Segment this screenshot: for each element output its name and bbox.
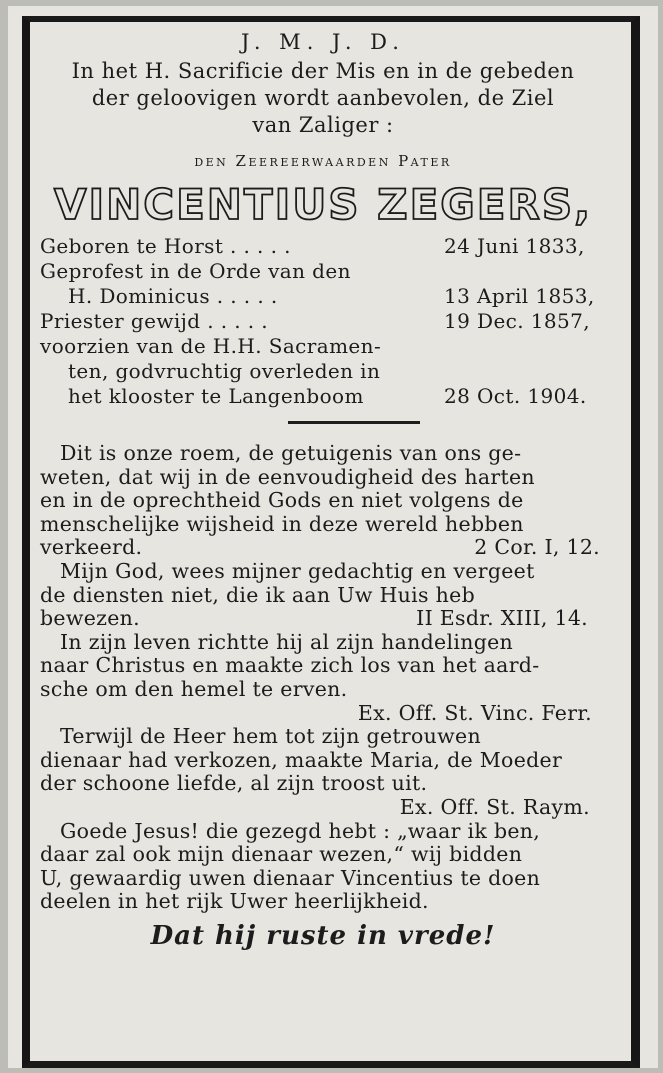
bio-label: Priester gewijd . . . . . bbox=[40, 309, 269, 333]
bio-label: H. Dominicus . . . . . bbox=[68, 284, 278, 308]
bio-date: 24 Juni 1833, bbox=[444, 234, 585, 258]
card-text bbox=[40, 28, 606, 949]
bio-date bbox=[444, 334, 606, 359]
bio-label: het klooster te Langenboom bbox=[68, 384, 364, 408]
intro-line: In het H. Sacrificie der Mis en in de gebeden bbox=[71, 59, 575, 83]
bio-row bbox=[40, 234, 606, 259]
quote-line: Goede Jesus! die gezegd hebt : „waar ik ben, bbox=[60, 818, 541, 843]
quote-last-row bbox=[40, 536, 606, 560]
quote-reference: II Esdr. XIII, 14. bbox=[416, 606, 588, 631]
closing-prayer: Dat hij ruste in vrede! bbox=[150, 920, 496, 951]
bio-row bbox=[40, 384, 606, 409]
quote-line: de diensten niet, die ik aan Uw Huis heb bbox=[40, 582, 476, 607]
honorific-title: den Zeereerwaarden Pater bbox=[194, 152, 452, 170]
bio-date: 13 April 1853, bbox=[444, 284, 595, 308]
bio-date bbox=[444, 359, 606, 384]
quote-line: dienaar had verkozen, maakte Maria, de Moeder bbox=[40, 747, 563, 772]
quote-line: Mijn God, wees mijner gedachtig en vergeet bbox=[60, 558, 535, 583]
intro-line: van Zaliger : bbox=[252, 113, 394, 137]
quote-reference: 2 Cor. I, 12. bbox=[474, 535, 600, 560]
intro-text bbox=[40, 58, 606, 139]
quote-line: daar zal ook mijn dienaar wezen,“ wij bidden bbox=[40, 842, 523, 867]
bio-label: Geboren te Horst . . . . . bbox=[40, 234, 291, 258]
quote-reference: Ex. Off. St. Vinc. Ferr. bbox=[357, 700, 592, 725]
quote-line: verkeerd. bbox=[40, 535, 143, 560]
deceased-name: VINCENTIUS ZEGERS, bbox=[53, 180, 593, 229]
quote-last-row bbox=[40, 607, 606, 631]
divider-rule bbox=[288, 421, 420, 424]
bio-date: 19 Dec. 1857, bbox=[444, 309, 591, 333]
quote-line: U, gewaardig uwen dienaar Vincentius te doen bbox=[40, 865, 541, 890]
intro-line: der geloovigen wordt aanbevolen, de Ziel bbox=[91, 86, 555, 110]
quote-line: weten, dat wij in de eenvoudigheid des harten bbox=[40, 464, 535, 489]
bio-row bbox=[40, 284, 606, 309]
quote-line: en in de oprechtheid Gods en niet volgens de bbox=[40, 488, 524, 513]
bio-label: ten, godvruchtig overleden in bbox=[68, 359, 381, 383]
bio-label: Geprofest in de Orde van den bbox=[40, 259, 351, 283]
quote-line: sche om den hemel te erven. bbox=[40, 676, 348, 701]
quote-line: naar Christus en maakte zich los van het aard- bbox=[40, 653, 540, 678]
quote-line: der schoone liefde, al zijn troost uit. bbox=[40, 771, 428, 796]
bio-date bbox=[444, 259, 606, 284]
quote-line: deelen in het rijk Uwer heerlijkheid. bbox=[40, 889, 429, 914]
bio-date: 28 Oct. 1904. bbox=[444, 384, 587, 408]
quote-line: Dit is onze roem, de getuigenis van ons ge- bbox=[60, 441, 522, 465]
quote-reference: Ex. Off. St. Raym. bbox=[399, 794, 590, 819]
bio-row bbox=[40, 334, 606, 359]
quotations bbox=[40, 442, 606, 914]
quote-line: In zijn leven richtte hij al zijn handelingen bbox=[60, 629, 514, 654]
bio-label: voorzien van de H.H. Sacramen- bbox=[40, 334, 382, 358]
bio-row bbox=[40, 309, 606, 334]
bio-row bbox=[40, 359, 606, 384]
biography bbox=[40, 234, 606, 409]
quote-line: Terwijl de Heer hem tot zijn getrouwen bbox=[60, 724, 481, 749]
quote-line: menschelijke wijsheid in deze wereld hebben bbox=[40, 511, 524, 536]
quote-line: bewezen. bbox=[40, 606, 140, 631]
header-initials: J. M. J. D. bbox=[241, 30, 405, 54]
bio-row bbox=[40, 259, 606, 284]
